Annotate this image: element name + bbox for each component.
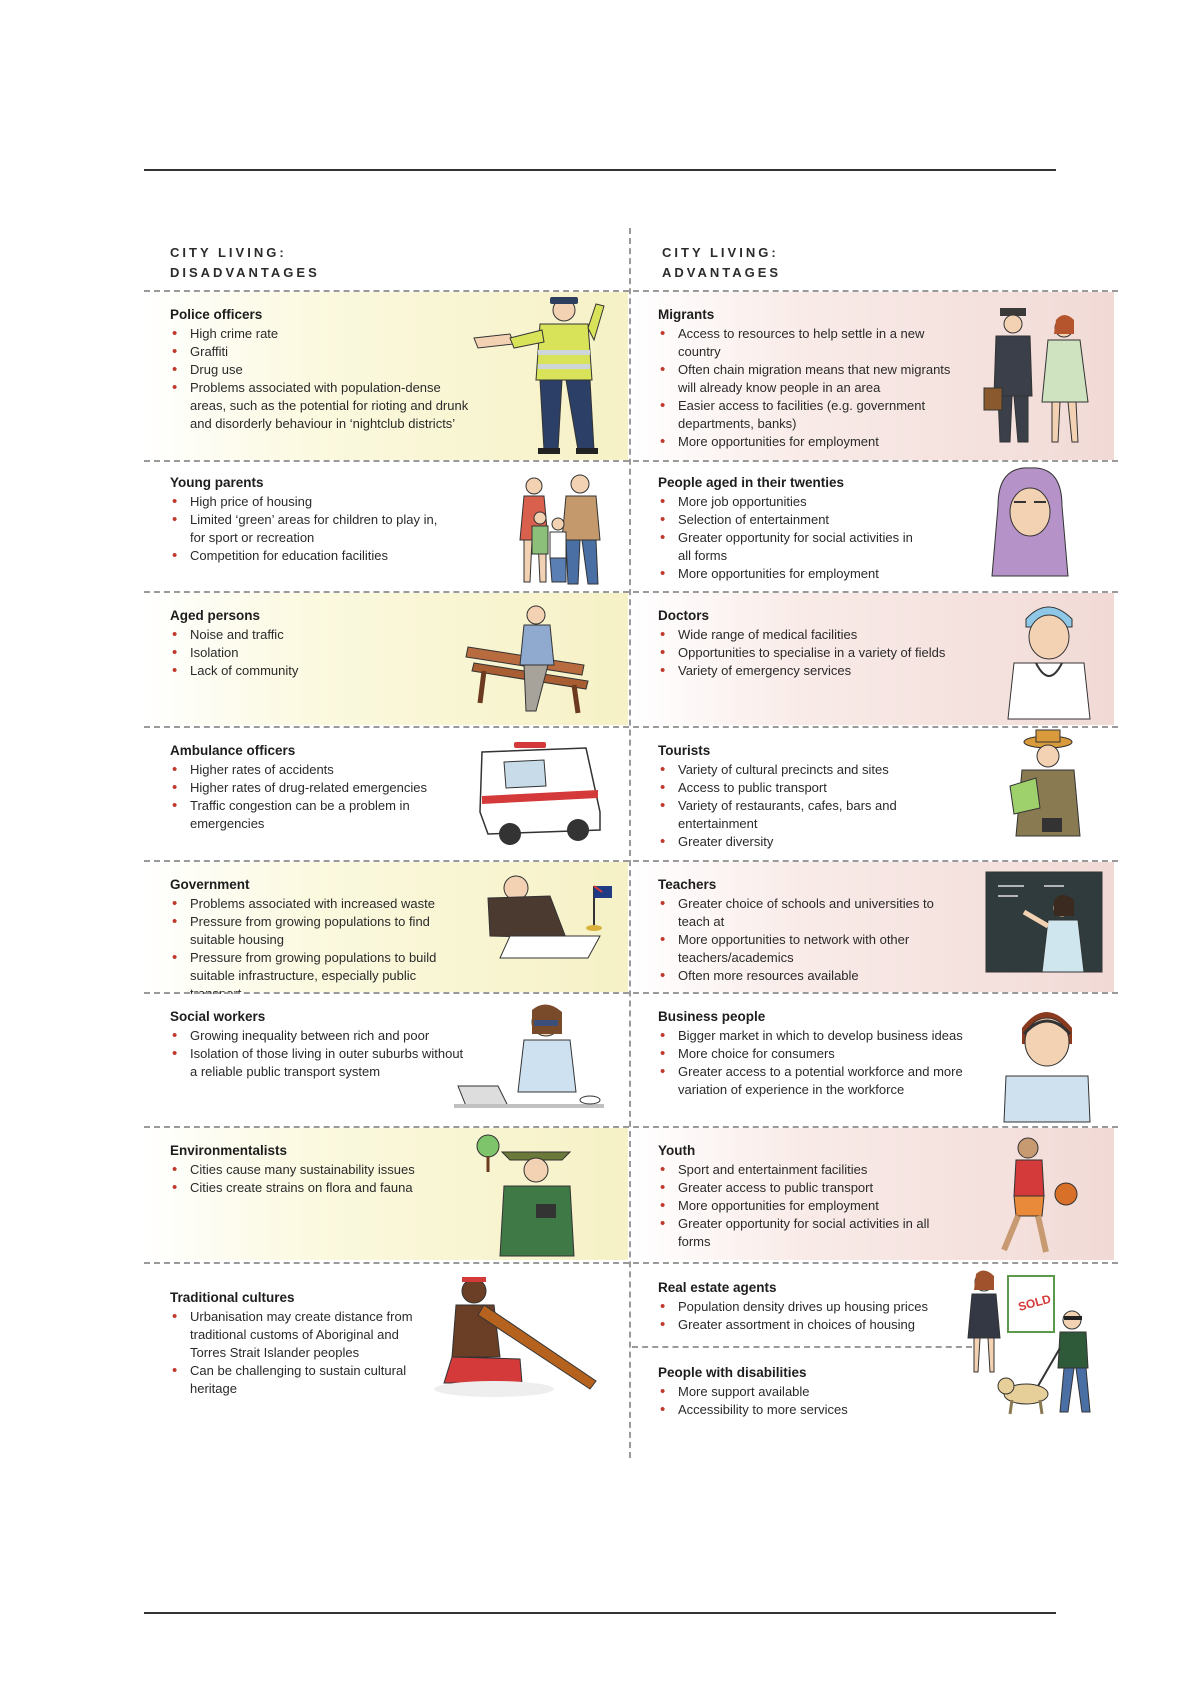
panel-title: Ambulance officers <box>170 743 296 758</box>
list-item: • Often more resources available <box>658 967 938 985</box>
row-divider <box>144 726 1118 728</box>
column-divider <box>629 228 631 1458</box>
panel-title: Government <box>170 877 250 892</box>
panel-title: Youth <box>658 1143 696 1158</box>
list-item: • More opportunities for employment <box>658 565 928 583</box>
panel-title: Migrants <box>658 307 715 322</box>
panel-title: People with disabilities <box>658 1365 807 1380</box>
panel-title: Doctors <box>658 608 710 623</box>
panel-government <box>144 862 628 992</box>
row-divider <box>632 1346 972 1348</box>
list-item: • Access to resources to help settle in a new country <box>658 325 968 361</box>
advantages-heading <box>662 243 781 283</box>
list-item: • More opportunities for employment <box>658 433 968 451</box>
item-list <box>170 325 470 433</box>
list-item: • Access to public transport <box>658 779 928 797</box>
list-item: • Lack of community <box>170 662 430 680</box>
panel-police-officers <box>144 292 628 460</box>
list-item: • Problems associated with population-dense areas, such as the potential for rioting and drunk and disorderly behaviour in ‘nightclub districts’ <box>170 379 470 433</box>
list-item: • Greater access to a potential workforce and more variation of experience in the workforce <box>658 1063 978 1099</box>
list-item: • Bigger market in which to develop business ideas <box>658 1027 978 1045</box>
list-item: • Easier access to facilities (e.g. government departments, banks) <box>658 397 968 433</box>
list-item: • Population density drives up housing prices <box>658 1298 958 1316</box>
list-item: • Greater opportunity for social activities in all forms <box>658 529 928 565</box>
panel-people-in-twenties <box>632 460 1114 590</box>
list-item: • Problems associated with increased waste <box>170 895 470 913</box>
panel-environmentalists <box>144 1128 628 1260</box>
panel-traditional-cultures <box>144 1265 628 1410</box>
panel-title: Traditional cultures <box>170 1290 295 1305</box>
panel-title: Aged persons <box>170 608 261 623</box>
panel-title: Police officers <box>170 307 263 322</box>
park-bench-illustration <box>464 603 594 715</box>
list-item: • Noise and traffic <box>170 626 430 644</box>
panel-social-workers <box>144 994 628 1126</box>
didgeridoo-player-illustration <box>424 1271 604 1401</box>
list-item: • High price of housing <box>170 493 450 511</box>
list-item: • High crime rate <box>170 325 470 343</box>
list-item: • Wide range of medical facilities <box>658 626 968 644</box>
panel-migrants <box>632 292 1114 460</box>
business-person-headset-illustration <box>1002 998 1092 1122</box>
list-item: • More opportunities for employment <box>658 1197 938 1215</box>
doctor-illustration <box>1006 599 1092 721</box>
list-item: • Traffic congestion can be a problem in emergencies <box>170 797 450 833</box>
item-list <box>170 493 450 565</box>
list-item: • Higher rates of drug-related emergencies <box>170 779 450 797</box>
panel-doctors <box>632 593 1114 725</box>
item-list <box>658 761 928 851</box>
list-item: • Drug use <box>170 361 470 379</box>
list-item: • Greater assortment in choices of housing <box>658 1316 958 1334</box>
item-list <box>658 493 928 583</box>
government-official-illustration <box>470 866 620 962</box>
item-list <box>658 1161 938 1251</box>
list-item: • Accessibility to more services <box>658 1401 918 1419</box>
migrants-illustration <box>984 306 1094 446</box>
item-list <box>170 1308 430 1398</box>
item-list <box>170 761 450 833</box>
top-rule <box>144 169 1056 171</box>
list-item: • Growing inequality between rich and poor <box>170 1027 470 1045</box>
heading-line: CITY LIVING: <box>170 245 287 260</box>
row-divider <box>144 1126 1118 1128</box>
teacher-blackboard-illustration <box>984 872 1104 980</box>
list-item: • Variety of emergency services <box>658 662 968 680</box>
panel-title: Teachers <box>658 877 717 892</box>
social-worker-illustration <box>450 1000 610 1122</box>
item-list <box>170 1027 470 1081</box>
item-list <box>170 626 430 680</box>
panel-ambulance-officers <box>144 728 628 858</box>
item-list <box>658 1383 918 1419</box>
panel-young-parents <box>144 460 628 590</box>
panel-title: Social workers <box>170 1009 266 1024</box>
item-list <box>658 1298 958 1334</box>
item-list <box>658 1027 978 1099</box>
panel-title: Business people <box>658 1009 766 1024</box>
panel-title: Tourists <box>658 743 711 758</box>
list-item: • Greater opportunity for social activities in all forms <box>658 1215 938 1251</box>
panel-tourists <box>632 728 1114 858</box>
list-item: • Greater access to public transport <box>658 1179 938 1197</box>
list-item: • Graffiti <box>170 343 470 361</box>
panel-youth <box>632 1128 1114 1260</box>
panel-aged-persons <box>144 593 628 725</box>
environmentalist-illustration <box>474 1132 584 1256</box>
list-item: • Sport and entertainment facilities <box>658 1161 938 1179</box>
ambulance-illustration <box>474 742 604 846</box>
list-item: • Cities cause many sustainability issues <box>170 1161 440 1179</box>
row-divider <box>144 591 1118 593</box>
disadvantages-heading <box>170 243 320 283</box>
family-illustration <box>510 470 610 588</box>
panel-business-people <box>632 994 1114 1126</box>
list-item: • Pressure from growing populations to build suitable infrastructure, especially public <box>170 949 470 1003</box>
list-item: • Often chain migration means that new migrants will already know people in an area <box>658 361 968 397</box>
panel-title: People aged in their twenties <box>658 475 845 490</box>
item-list <box>658 895 938 985</box>
item-list <box>658 626 968 680</box>
list-item: • Competition for education facilities <box>170 547 450 565</box>
item-list <box>658 325 968 451</box>
list-item: • Cities create strains on flora and fauna <box>170 1179 440 1197</box>
young-person-hijab-illustration <box>990 466 1070 578</box>
panel-title: Real estate agents <box>658 1280 777 1295</box>
list-item: • More choice for consumers <box>658 1045 978 1063</box>
item-list <box>170 1161 440 1197</box>
list-item: • Urbanisation may create distance from traditional customs of Aboriginal and Torres Strait Islander peoples <box>170 1308 430 1362</box>
list-item: • Greater diversity <box>658 833 928 851</box>
list-item: • More support available <box>658 1383 918 1401</box>
list-item: • Isolation of those living in outer suburbs without a reliable public transport system <box>170 1045 470 1081</box>
list-item: • Isolation <box>170 644 430 662</box>
police-officer-illustration <box>470 294 610 456</box>
row-divider <box>144 460 1118 462</box>
panel-teachers <box>632 862 1114 992</box>
bottom-rule <box>144 1612 1056 1614</box>
list-item: • Can be challenging to sustain cultural heritage <box>170 1362 430 1398</box>
list-item: • More opportunities to network with other teachers/academics <box>658 931 938 967</box>
list-item: • Limited ‘green’ areas for children to play in, for sport or recreation <box>170 511 450 547</box>
list-item: • Variety of restaurants, cafes, bars and entertainment <box>658 797 928 833</box>
list-item: • Pressure from growing populations to find suitable housing <box>170 913 470 949</box>
row-divider <box>144 992 1118 994</box>
real-estate-agent-and-guide-dog-illustration <box>960 1268 1110 1418</box>
list-item: • Variety of cultural precincts and sites <box>658 761 928 779</box>
sold-sign-text: SOLD <box>1016 1291 1053 1314</box>
item-list <box>170 895 470 1003</box>
panel-title: Environmentalists <box>170 1143 288 1158</box>
list-item: • Selection of entertainment <box>658 511 928 529</box>
list-item: • More job opportunities <box>658 493 928 511</box>
tourist-illustration <box>1002 728 1092 840</box>
heading-line: ADVANTAGES <box>662 265 782 280</box>
heading-line: DISADVANTAGES <box>170 265 320 280</box>
list-item: • Greater choice of schools and universities to teach at <box>658 895 938 931</box>
panel-title: Young parents <box>170 475 264 490</box>
row-divider <box>144 290 1118 292</box>
heading-line: CITY LIVING: <box>662 245 779 260</box>
row-divider <box>144 860 1118 862</box>
row-divider <box>144 1262 1118 1264</box>
list-item: • Opportunities to specialise in a variety of fields <box>658 644 968 662</box>
list-item: • Higher rates of accidents <box>170 761 450 779</box>
youth-basketball-illustration <box>984 1134 1084 1256</box>
